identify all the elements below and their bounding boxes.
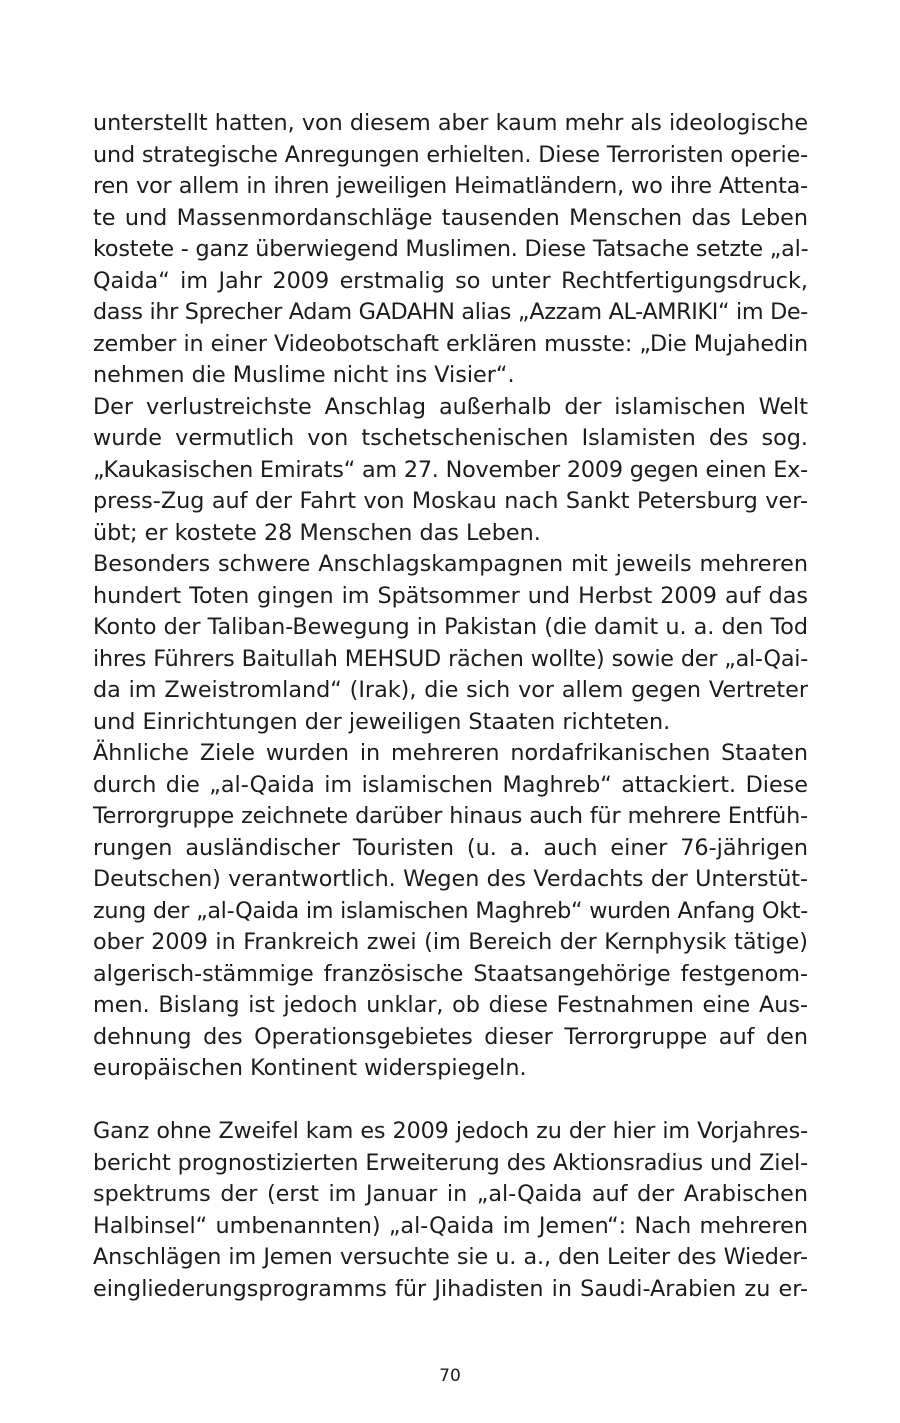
text-line: Deutschen) verantwortlich. Wegen des Verdachts der Unterstüt-: [93, 866, 808, 892]
paragraph-2: [93, 392, 808, 550]
text-line: und strategische Anregungen erhielten. Diese Terroristen operie-: [93, 141, 808, 168]
text-line: Qaida“ im Jahr 2009 erstmalig so unter Rechtfertigungsdruck,: [93, 267, 808, 294]
text-line: wurde vermutlich von tschetschenischen Islamisten des sog.: [93, 425, 808, 451]
text-line: spektrums der (erst im Januar in „al-Qaida auf der Arabischen: [93, 1181, 808, 1207]
text-line: ober 2009 in Frankreich zwei (im Bereich der Kernphysik tätige): [93, 929, 808, 955]
text-line: Terrorgruppe zeichnete darüber hinaus auch für mehrere Entfüh-: [93, 803, 808, 829]
text-line: eingliederungsprogramms für Jihadisten in Saudi-Arabien zu er-: [93, 1275, 808, 1302]
text-line: rungen ausländischer Touristen (u. a. auch einer 76-jährigen: [93, 834, 808, 861]
text-line: Ganz ohne Zweifel kam es 2009 jedoch zu der hier im Vorjahres-: [93, 1118, 808, 1144]
text-line: durch die „al-Qaida im islamischen Maghreb“ attackiert. Diese: [93, 771, 808, 798]
text-line: zember in einer Videobotschaft erklären musste: „Die Mujahedin: [93, 330, 808, 357]
text-line: bericht prognostizierten Erweiterung des Aktionsradius und Ziel-: [93, 1149, 809, 1176]
text-line: übt; er kostete 28 Menschen das Leben.: [93, 519, 541, 546]
paragraph-3: [93, 549, 808, 738]
page-number: 70: [439, 1366, 461, 1386]
text-line: men. Bislang ist jedoch unklar, ob diese Festnahmen eine Aus-: [93, 992, 808, 1018]
text-line: Besonders schwere Anschlagskampagnen mit jeweils mehreren: [93, 551, 808, 577]
body-text: [93, 108, 808, 1305]
text-line: dehnung des Operationsgebietes dieser Terrorgruppe auf den: [93, 1023, 808, 1050]
text-line: Halbinsel“ umbenannten) „al-Qaida im Jemen“: Nach mehreren: [93, 1212, 808, 1239]
text-line: und Einrichtungen der jeweiligen Staaten richteten.: [93, 708, 671, 735]
text-line: te und Massenmordanschläge tausenden Menschen das Leben: [93, 204, 808, 231]
text-line: Konto der Taliban-Bewegung in Pakistan (die damit u. a. den Tod: [93, 614, 808, 640]
text-line: ihres Führers Baitullah MEHSUD rächen wollte) sowie der „al-Qai-: [93, 645, 808, 672]
paragraph-4: [93, 738, 808, 1085]
text-line: ren vor allem in ihren jeweiligen Heimatländern, wo ihre Attenta-: [93, 173, 808, 199]
text-line: europäischen Kontinent widerspiegeln.: [93, 1055, 527, 1081]
text-line: dass ihr Sprecher Adam GADAHN alias „Azzam AL-AMRIKI“ im De-: [93, 299, 808, 325]
text-line: da im Zweistromland“ (Irak), die sich vor allem gegen Vertreter: [93, 677, 808, 703]
text-line: hundert Toten gingen im Spätsommer und Herbst 2009 auf das: [93, 582, 808, 609]
paragraph-5: [93, 1116, 808, 1305]
text-line: unterstellt hatten, von diesem aber kaum mehr als ideologische: [93, 110, 808, 136]
text-line: algerisch-stämmige französische Staatsangehörige festgenom-: [93, 960, 808, 987]
text-line: press-Zug auf der Fahrt von Moskau nach Sankt Petersburg ver-: [93, 488, 808, 514]
text-line: Anschlägen im Jemen versuchte sie u. a., den Leiter des Wieder-: [93, 1244, 808, 1270]
text-line: zung der „al-Qaida im islamischen Maghreb“ wurden Anfang Okt-: [93, 897, 808, 924]
text-line: nehmen die Muslime nicht ins Visier“.: [93, 362, 515, 388]
text-line: Ähnliche Ziele wurden in mehreren nordafrikanischen Staaten: [93, 740, 808, 766]
text-line: Der verlustreichste Anschlag außerhalb der islamischen Welt: [93, 393, 808, 420]
text-line: kostete - ganz überwiegend Muslimen. Diese Tatsache setzte „al-: [93, 236, 809, 262]
text-line: „Kaukasischen Emirats“ am 27. November 2009 gegen einen Ex-: [93, 456, 808, 483]
paragraph-1: [93, 108, 808, 392]
paragraph-spacer: [93, 1085, 808, 1117]
